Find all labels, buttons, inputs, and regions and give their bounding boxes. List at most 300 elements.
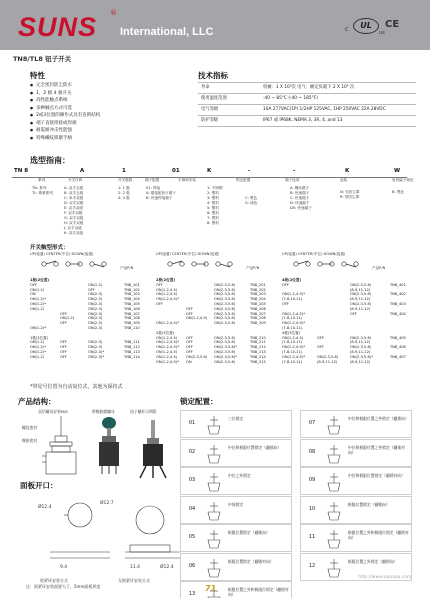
table-cell: ON(2-3,5-6) <box>214 340 236 345</box>
pole-options <box>118 186 130 201</box>
table-cell: TN8_407 <box>390 354 406 359</box>
lock-position-icon <box>205 414 223 436</box>
table-cell: TN8_215 <box>250 359 266 364</box>
table-row <box>198 94 416 105</box>
dimension-label: Ø12.4 <box>160 565 174 570</box>
wiring-diagram-icon <box>290 258 360 270</box>
table-row <box>198 83 416 94</box>
table-cell: ON(1-2)* <box>30 297 46 302</box>
lock-position-icon <box>205 443 223 465</box>
lock-config-text: 三位锁定 <box>228 416 244 421</box>
table-cell: ON(1-2)* <box>30 349 46 354</box>
lock-config-title: 锁定配置： <box>180 397 218 406</box>
table-cell: ON(1-2,4-5)* <box>282 321 305 326</box>
table-cell: ON(1-2) <box>88 282 103 287</box>
table-cell: ON(1-2,4-5)* <box>156 297 179 302</box>
list-item: B: 黑色 <box>392 190 405 194</box>
table-cell: ON(1-2) <box>30 287 45 292</box>
table-cell: OFF <box>30 282 37 287</box>
order-caption: 端子配置 <box>145 178 160 182</box>
table-cell: ON(2-3) <box>88 345 103 350</box>
lock-config-text: 极限位置之外和极限位锁定（翻锁对向） <box>228 587 289 597</box>
table-cell: ON(1-2) <box>30 354 45 359</box>
table-cell: ON(1-2) <box>30 306 45 311</box>
lock-config-card <box>180 553 292 581</box>
list-item: C: 黑色 <box>245 196 258 200</box>
certification-marks <box>345 18 417 40</box>
product-caption: 带橡胶帽螺母 <box>92 409 115 414</box>
order-caption: 选装 <box>340 178 348 182</box>
wiring-diagram-label: UP(接通) CENTER(中位) DOWN(接通) <box>282 252 346 256</box>
table-cell: ON(1-2)* <box>30 345 46 350</box>
order-caption: 开关代码 <box>68 178 83 182</box>
lock-config-number: 12 <box>308 562 316 569</box>
table-cell: TN8_110 <box>124 325 140 330</box>
toggle-switch-drawing-icon <box>38 414 84 478</box>
lock-config-number: 02 <box>188 448 196 455</box>
list-item: D: 双手双级 <box>64 201 84 205</box>
page-number: 71 <box>205 584 217 593</box>
table-cell: OFF <box>60 311 67 316</box>
product-callout: 螺纹密封 <box>22 425 38 430</box>
table-cell: (7-8,10-11) <box>282 340 303 345</box>
table-cell: ON(1-2,4-5) <box>156 354 178 359</box>
table-cell: ON(1-2,4-5)* <box>282 311 305 316</box>
table-cell: TN8_108 <box>124 316 140 321</box>
lock-position-icon <box>205 557 223 579</box>
table-cell: TN8_212 <box>250 345 266 350</box>
lock-config-number: 06 <box>188 562 196 569</box>
table-cell: ON(2-3,5-6) <box>214 282 236 287</box>
table-cell: TN8_207 <box>250 311 266 316</box>
lock-config-card <box>180 410 292 438</box>
spec-key: 防护等级 <box>198 116 260 127</box>
wiring-title: 开关触型形式： <box>30 245 69 251</box>
lock-config-card <box>300 496 412 524</box>
table-cell: OFF <box>60 340 67 345</box>
table-cell: ON(2-3) <box>88 306 103 311</box>
table-cell: ON(2-3) <box>88 297 103 302</box>
wiring-diagram-icon <box>38 258 108 270</box>
table-row <box>198 116 416 127</box>
switch-table-4pole <box>282 278 412 364</box>
table-cell: ON(1-2,4-5)* <box>282 292 305 297</box>
table-cell: TN8_209 <box>250 321 266 326</box>
table-cell: ON(2-3,5-6)* <box>214 345 237 350</box>
terminal-config-options <box>146 186 176 201</box>
lock-config-text: 极限位置之外和极限位锁定（翻锁对向） <box>348 530 409 540</box>
table-cell: ON(2-3,5-6) <box>186 354 208 359</box>
table-cell: ON(1-2) <box>30 340 45 345</box>
panel-caption: 无锁紧环安装方式 <box>118 578 150 583</box>
table-cell: ON(1-2,4-5)* <box>282 354 305 359</box>
lock-config-text: 中位和极限位置锁定（翻锁向） <box>228 444 282 450</box>
table-cell: OFF <box>156 301 163 306</box>
product-callout: 橡胶密封 <box>22 438 38 443</box>
lock-config-card <box>300 410 412 438</box>
lock-config-number: 10 <box>308 505 316 512</box>
list-item: C: 快速端子 <box>290 196 310 200</box>
list-item: J: 双手双级 <box>64 226 82 230</box>
table-title: 1极(2位置) <box>30 278 50 282</box>
lock-config-card <box>300 439 412 467</box>
list-item: 8: 塑料 <box>207 221 219 225</box>
product-structure-title: 产品结构： <box>18 397 56 406</box>
table-cell: ON <box>186 359 192 364</box>
table-cell: ON(2-3,5-6) <box>214 335 236 340</box>
table-cell: ON(2-3,5-6) <box>350 335 372 340</box>
order-caption: 锁定配置 <box>236 178 251 182</box>
lock-config-card <box>300 524 412 552</box>
series-options <box>32 186 53 196</box>
table-cell: OFF <box>88 287 95 292</box>
table-cell: ON(1-2,4-5) <box>186 316 208 321</box>
table-cell: ON(2-3,5-6) <box>214 301 236 306</box>
lock-position-icon <box>325 414 343 436</box>
list-item: 3: 塑料 <box>207 196 219 200</box>
table-cell: OFF <box>317 335 324 340</box>
lock-config-number: 08 <box>308 448 316 455</box>
table-cell: TN8_202 <box>250 287 266 292</box>
wiring-diagram-label: UP(接通) CENTER(中位) DOWN(接通) <box>156 252 220 256</box>
list-item: 4: 4 极 <box>118 196 130 200</box>
list-item: 1: 不锈钢 <box>207 186 223 190</box>
cert-c-mark: c <box>345 26 349 33</box>
table-cell: (7-8,10-11) <box>282 325 303 330</box>
reset-note: *带星号位置为自动复位式，其他为保持式 <box>30 384 123 390</box>
lock-position-icon <box>205 471 223 493</box>
product-caption: 双层螺母安装M/K <box>38 409 68 414</box>
table-cell: TN8_403 <box>390 301 406 306</box>
table-cell: TN8_404 <box>390 311 406 316</box>
lock-position-icon <box>205 528 223 550</box>
order-caption: 开关极数 <box>118 178 133 182</box>
feature-item: ● 耐震耐冲击性能强 <box>30 127 100 135</box>
list-item: 6: 塑料 <box>207 211 219 215</box>
lock-config-number: 03 <box>188 477 196 483</box>
table-cell: ON(2-3) <box>88 316 103 321</box>
table-cell: TN8_106 <box>124 306 140 311</box>
table-cell: ON(1-2,4-5) <box>282 335 304 340</box>
spec-value: 机械：1 X 10⁵次 电气：额定负载下 2 X 10⁴ 次 <box>260 83 416 94</box>
table-cell: ON <box>30 292 36 297</box>
list-item: 4: 塑料 <box>207 201 219 205</box>
spec-key: 使用温度范围 <box>198 94 260 105</box>
table-cell: ON(2-3,5-6) <box>214 287 236 292</box>
order-code: 01 <box>172 168 180 174</box>
table-cell: (7-8,10-11) <box>282 349 303 354</box>
feature-item: ● 1，2 极 4 极开关 <box>30 90 100 98</box>
list-item: K: 双手双级 <box>64 231 84 235</box>
table-cell: ON(1-2,4-5) <box>156 335 178 340</box>
sealed-switch-photo-icon <box>92 415 126 479</box>
table-cell: (8-9,11-12) <box>350 349 371 354</box>
table-cell: OFF <box>186 311 193 316</box>
table-cell: OFF <box>186 306 193 311</box>
watermark-url: http://www.aaaaaa.com <box>358 575 412 580</box>
list-item: B: 快速端子 <box>290 191 310 195</box>
lock-config-text: 中间锁定 <box>228 501 244 507</box>
color-options <box>392 190 404 195</box>
table-cell: TN8_103 <box>124 292 140 297</box>
table-cell: ON(2-3) <box>88 321 103 326</box>
table-cell: (8-9,11-12) <box>350 287 371 292</box>
list-item: 1: 1 极 <box>118 186 130 190</box>
table-cell: ON(2-3,5-6) <box>214 349 236 354</box>
feature-item: ● 端子直接焊接或焊端 <box>30 120 100 128</box>
panel-cutout-title: 面板开口： <box>20 481 58 490</box>
table-cell: ON(2-3,5-6)* <box>350 354 373 359</box>
table-cell: TN8_205 <box>250 301 266 306</box>
table-cell: OFF <box>282 282 289 287</box>
table-cell: ON(2-3,5-6) <box>350 301 372 306</box>
product-pn-header: 产品P/N <box>372 266 386 270</box>
table-cell: ON(2-3,5-6) <box>350 282 372 287</box>
registered-mark: ® <box>110 9 117 17</box>
handle-options <box>207 186 222 226</box>
page-header <box>0 0 430 50</box>
switch-table-1pole <box>30 278 150 360</box>
cert-us-mark: us <box>379 30 385 36</box>
table-cell: ON(2-3,5-6) <box>350 345 372 350</box>
lock-config-text: 中位和极限位置之外锁定（翻锁向） <box>348 416 409 421</box>
table-cell: ON(2-3) <box>88 325 103 330</box>
order-caption: 电铅编子颜色 <box>392 178 414 182</box>
order-code: W <box>394 168 401 174</box>
list-item: 5: 塑料 <box>207 206 219 210</box>
list-item: D: 快速端子 <box>290 201 310 205</box>
table-title: 2极(2位置) <box>156 278 176 282</box>
table-cell: ON(2-3,5-6) <box>350 292 372 297</box>
wiring-diagram-icon <box>164 258 234 270</box>
list-item: F: 双手双级 <box>64 211 83 215</box>
wiring-diagram-label: UP(接通) CENTER(中位) DOWN(接通) <box>30 252 94 256</box>
list-item: G: 绿色 <box>245 201 258 205</box>
lock-config-card <box>300 467 412 495</box>
table-cell: ON(1-2)* <box>30 301 46 306</box>
table-cell: TN8_206 <box>250 306 266 311</box>
table-cell: TN8_213 <box>250 349 266 354</box>
lock-config-card <box>180 467 292 495</box>
lock-config-card <box>180 524 292 552</box>
lock-config-number: 05 <box>188 534 196 540</box>
table-row <box>30 355 150 360</box>
spec-key: 寿命 <box>198 83 260 94</box>
dimension-label: 11.4 <box>130 565 141 570</box>
order-code: K <box>345 168 350 174</box>
lock-config-card <box>180 496 292 524</box>
dimension-label: Ø12.7 <box>100 501 114 506</box>
spec-value: IP67 或 IP68K, NEMA 3, 3R, 4, and 13 <box>260 116 416 127</box>
lock-config-text: 中位之外锁定 <box>228 473 251 478</box>
table-cell: OFF <box>186 340 193 345</box>
lock-position-icon <box>325 500 343 522</box>
table-cell: TN8_114 <box>124 354 140 359</box>
switch-table-2pole <box>156 278 276 364</box>
spec-value: 10A 277VAC(1P) 1/2HP 125VAC, 1HP 250VAC 22A 28VDC <box>260 105 416 116</box>
table-cell: 1极(3位置) <box>30 335 49 340</box>
table-cell: ON(1-2)* <box>30 325 46 330</box>
table-cell: ON(2-3,5-6) <box>214 359 236 364</box>
table-cell: TN8_113 <box>124 349 140 354</box>
table-cell: TN8_214 <box>250 354 266 359</box>
table-cell: ON(1-2,4-5)* <box>282 345 305 350</box>
table-cell: ON(2-3,5-6) <box>214 316 236 321</box>
lock-position-icon <box>325 443 343 465</box>
table-cell: (8-9,11-12) <box>350 340 371 345</box>
list-item: G: 双手双级 <box>64 216 84 220</box>
lock-config-text: 极限位置锁定（翻锁向） <box>348 501 390 507</box>
table-cell: ON(1-2,4-5)* <box>156 359 179 364</box>
lock-config-number: 04 <box>188 505 196 512</box>
table-row <box>282 360 412 365</box>
table-cell: TN8_406 <box>390 345 406 350</box>
terminal-pin-options <box>290 186 312 211</box>
table-cell: ON(1-2) <box>60 316 75 321</box>
table-cell: OFF <box>60 349 67 354</box>
table-cell: TN8_405 <box>390 335 406 340</box>
list-item: TN: 系列 <box>32 186 47 190</box>
list-item: R: 带防尘罩 <box>340 195 360 199</box>
table-cell: TN8_211 <box>250 340 266 345</box>
product-pn-header: 产品P/N <box>120 266 134 270</box>
table-cell: TN8_204 <box>250 297 266 302</box>
table-cell: TN8_402 <box>390 292 406 297</box>
table-cell: ON(1-2,4-5)* <box>156 321 179 326</box>
feature-item: ● 完全密封防尘防水 <box>30 82 100 90</box>
table-cell: TN8_102 <box>124 287 140 292</box>
lock-config-number: 07 <box>308 420 316 426</box>
list-item: H: 双手双级 <box>64 221 84 225</box>
lock-config-text: 极限位置锁定（翻锁对向） <box>228 558 274 564</box>
list-item: B: 双手五级 <box>64 191 84 195</box>
table-cell: TN8_401 <box>390 282 406 287</box>
list-item: E: 双手双级 <box>64 206 83 210</box>
lock-position-icon <box>325 471 343 493</box>
table-row <box>156 360 276 365</box>
list-item: A: 双手五级 <box>64 186 84 190</box>
list-item: TL: 锁紧系列 <box>32 191 53 195</box>
table-cell: ON(2-3,5-6) <box>214 297 236 302</box>
tech-specs-table <box>198 82 416 127</box>
table-cell: OFF <box>60 321 67 326</box>
table-cell: ON(2-3,5-6) <box>214 292 236 297</box>
spec-key: 电气等级 <box>198 105 260 116</box>
table-cell: ON(2-3) <box>88 292 103 297</box>
table-cell: TN8_203 <box>250 292 266 297</box>
table-cell: (8-9,11-12) <box>350 297 371 302</box>
order-guide-title: 选型指南： <box>30 156 70 165</box>
list-item: A: 端接配套片端子 <box>146 191 176 195</box>
table-cell: OFF <box>60 345 67 350</box>
order-code: A <box>80 168 85 174</box>
order-code: TN 8 <box>14 168 29 174</box>
order-code: - <box>293 168 296 174</box>
company-name: International, LLC <box>120 26 214 38</box>
order-code: - <box>248 168 251 174</box>
list-item: B: 快速焊接端子 <box>146 196 173 200</box>
lock-config-card <box>180 581 292 598</box>
table-cell: TN8_111 <box>124 340 140 345</box>
table-cell: ON(2-3) <box>88 301 103 306</box>
table-cell: (8-9,11-12) <box>350 306 371 311</box>
table-cell: ON(2-3,5-6) <box>214 306 236 311</box>
table-cell: ON(1-2,4-5) <box>156 292 178 297</box>
table-cell: OFF <box>350 311 357 316</box>
switch-code-options <box>64 186 84 236</box>
dimension-label: Ø12.4 <box>38 505 52 510</box>
list-item: A: 螺丝端子 <box>290 186 310 190</box>
list-item: N: 无防尘罩 <box>340 190 360 194</box>
product-pn-header: 产品P/N <box>246 266 260 270</box>
toggle-switch-photo-icon <box>136 420 170 480</box>
list-item: 7: 塑料 <box>207 216 219 220</box>
lock-config-text: 极限位置锁定（翻锁向） <box>228 530 270 535</box>
list-item: C: 单手双级 <box>64 196 84 200</box>
feature-item: ● 多种触点方式可选 <box>30 105 100 113</box>
order-caption: 系列 <box>38 178 46 182</box>
table-cell: OFF <box>317 345 324 350</box>
table-cell: ON(2-3,5-6) <box>317 354 339 359</box>
ul-logo-icon: UL <box>353 18 379 34</box>
lock-config-number: 13 <box>188 591 196 597</box>
dimension-label: 9.4 <box>60 565 68 570</box>
table-cell: ON(1-2,4-5)* <box>156 340 179 345</box>
table-cell: TN8_101 <box>124 282 140 287</box>
table-cell: TN8_109 <box>124 321 140 326</box>
feature-item: ● 2或3位置的操作式具有连锁结构 <box>30 112 100 120</box>
ce-logo-icon: CE <box>385 19 400 30</box>
table-cell: ON(2-3) <box>88 340 103 345</box>
product-caption: 钮子螺杆示例版 <box>130 409 157 414</box>
order-code: K <box>207 168 212 174</box>
lock-config-text: 中位和极限位置之外锁定（翻锁对向） <box>348 444 405 455</box>
order-caption: 手柄和安装 <box>178 178 196 182</box>
table-cell: ON(2-3)* <box>88 349 104 354</box>
table-cell: TN8_112 <box>124 345 140 350</box>
table-cell: 4极(3位置) <box>282 330 301 335</box>
lock-config-number: 09 <box>308 477 316 483</box>
table-cell: ON(2-3)* <box>88 354 104 359</box>
brand-logo: SUNS <box>18 12 98 42</box>
tech-specs-title: 技术指标 <box>198 71 228 80</box>
table-cell: OFF <box>186 345 193 350</box>
table-cell: (7-8,10-11) <box>282 316 303 321</box>
features-title: 特性 <box>30 71 45 80</box>
table-cell: TN8_105 <box>124 301 140 306</box>
table-row <box>198 105 416 116</box>
list-item: 2: 塑料 <box>207 191 219 195</box>
lock-config-number: 11 <box>308 534 316 540</box>
table-cell: ON(2-3) <box>88 311 103 316</box>
terminal-color-options <box>245 196 257 206</box>
order-code: 1 <box>122 168 126 174</box>
optional-options <box>340 190 359 200</box>
lock-position-icon <box>325 528 343 550</box>
table-cell: OFF <box>186 335 193 340</box>
lock-config-card <box>180 439 292 467</box>
table-cell: TN8_104 <box>124 297 140 302</box>
table-cell: TN8_208 <box>250 316 266 321</box>
table-cell: (8-9,11-12) <box>350 359 371 364</box>
table-cell: ON(1-2,4-5)* <box>156 345 179 350</box>
table-cell: TN8_201 <box>250 282 266 287</box>
list-item: 2: 2 极 <box>118 191 130 195</box>
table-title: 4极(2位置) <box>282 278 302 282</box>
table-cell: OFF <box>282 301 289 306</box>
table-cell: ON(2-3,5-6)* <box>214 354 237 359</box>
list-item: D5: 快速端子 <box>290 206 312 210</box>
